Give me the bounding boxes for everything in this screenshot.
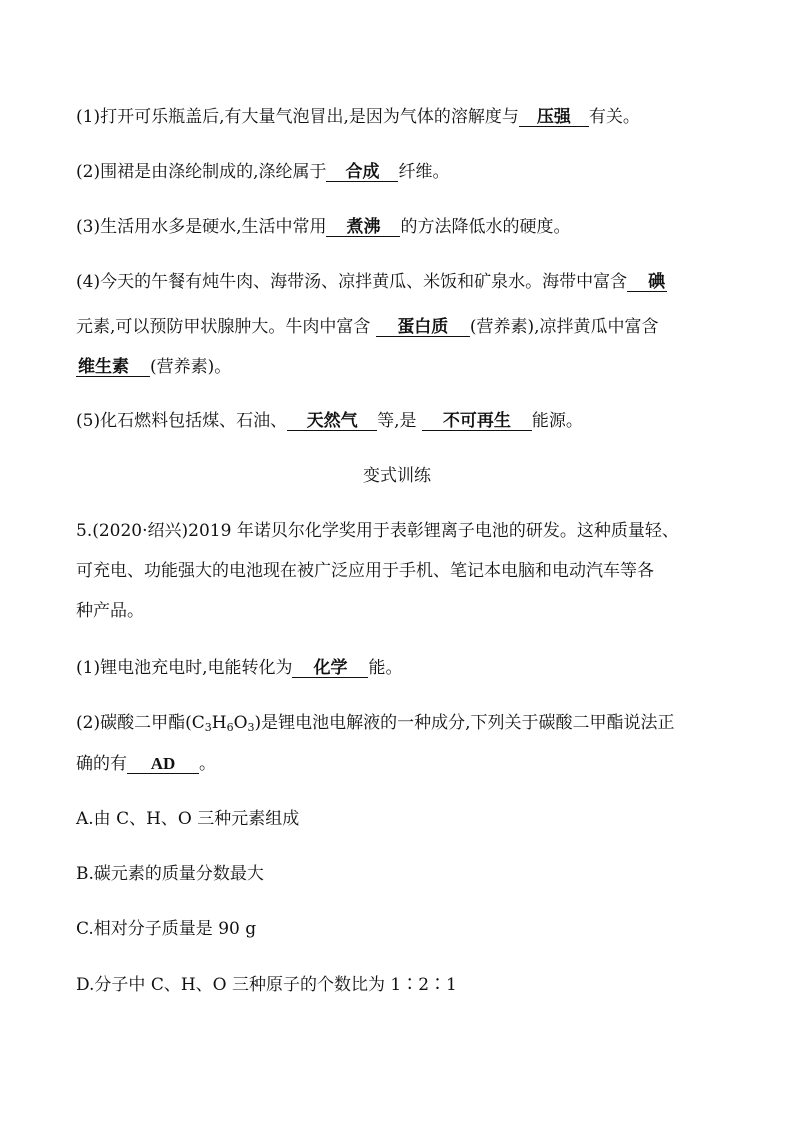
question-4-text-2: 元素,可以预防甲状腺肿大。牛肉中富含 <box>76 317 371 337</box>
option-d: D.分子中 C、H、O 三种原子的个数比为 1∶2∶1 <box>76 975 457 995</box>
question-4-suffix: (营养素)。 <box>150 357 232 377</box>
question-4-text: (4)今天的午餐有炖牛肉、海带汤、凉拌黄瓜、米饭和矿泉水。海带中富含 <box>76 272 628 292</box>
question-4-line-2 <box>76 316 658 338</box>
answer-blank-6: 化学 <box>292 659 368 678</box>
problem-5-sub-2-line-2 <box>76 753 216 775</box>
answer-blank-5b: 不可再生 <box>422 412 532 431</box>
question-3-suffix: 的方法降低水的硬度。 <box>400 217 571 237</box>
answer-blank-7: AD <box>127 755 199 774</box>
question-2-suffix: 纤维。 <box>398 162 450 182</box>
option-c: C.相对分子质量是 90 g <box>76 919 257 939</box>
question-5-middle: 等,是 <box>377 411 417 431</box>
question-5-text: (5)化石燃料包括煤、石油、 <box>76 411 288 431</box>
question-5-suffix: 能源。 <box>531 411 583 431</box>
sub-2-text-2: )是锂电池电解液的一种成分,下列关于碳酸二甲酯说法正 <box>254 713 675 733</box>
problem-5-line-1: 5.(2020·绍兴)2019 年诺贝尔化学奖用于表彰锂离子电池的研发。这种质量轻、 <box>76 521 679 541</box>
question-3 <box>76 216 570 238</box>
question-2-text: (2)围裙是由涤纶制成的,涤纶属于 <box>76 162 327 182</box>
question-2 <box>76 161 449 183</box>
problem-5-line-3: 种产品。 <box>76 601 144 621</box>
question-4-text-3: (营养素),凉拌黄瓜中富含 <box>469 317 659 337</box>
sub-2-text-3: 确的有 <box>76 754 127 774</box>
sub-1-text: (1)锂电池充电时,电能转化为 <box>76 658 293 678</box>
question-1 <box>76 106 640 128</box>
problem-5-sub-1 <box>76 657 402 679</box>
question-5 <box>76 410 583 432</box>
sub-2-text: (2)碳酸二甲酯(C <box>76 713 205 733</box>
section-title: 变式训练 <box>363 466 431 486</box>
subscript-h: 6 <box>226 721 234 734</box>
formula-h: H <box>211 713 227 733</box>
question-3-text: (3)生活用水多是硬水,生活中常用 <box>76 217 327 237</box>
question-4-line-3 <box>76 356 231 378</box>
answer-blank-4a: 碘 <box>627 273 667 292</box>
option-a: A.由 C、H、O 三种元素组成 <box>76 809 300 829</box>
problem-5-sub-2-line-1 <box>76 712 675 734</box>
problem-5-line-2: 可充电、功能强大的电池现在被广泛应用于手机、笔记本电脑和电动汽车等各 <box>76 561 654 581</box>
answer-blank-4b: 蛋白质 <box>376 318 470 337</box>
question-1-suffix: 有关。 <box>588 107 640 127</box>
answer-blank-5a: 天然气 <box>287 412 377 431</box>
question-4-line-1 <box>76 271 667 293</box>
answer-blank-1: 压强 <box>519 108 589 127</box>
subscript-c: 3 <box>204 721 212 734</box>
answer-blank-3: 煮沸 <box>326 218 400 237</box>
sub-2-suffix: 。 <box>199 754 216 774</box>
formula-o: O <box>233 713 248 733</box>
subscript-o: 3 <box>247 721 255 734</box>
question-1-text: (1)打开可乐瓶盖后,有大量气泡冒出,是因为气体的溶解度与 <box>76 107 519 127</box>
sub-1-suffix: 能。 <box>368 658 403 678</box>
answer-blank-2: 合成 <box>326 163 398 182</box>
option-b: B.碳元素的质量分数最大 <box>76 864 264 884</box>
answer-blank-4c: 维生素 <box>76 358 150 377</box>
